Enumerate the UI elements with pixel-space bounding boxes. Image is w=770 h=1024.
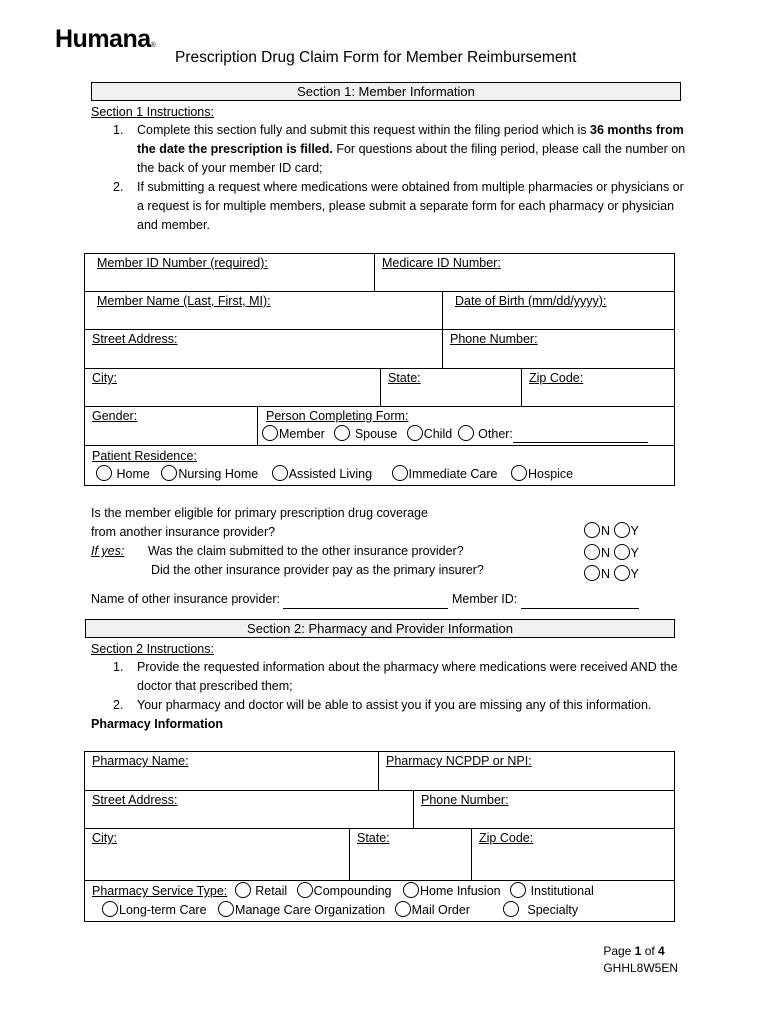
pharmacy-zip-field[interactable]: Zip Code: (472, 829, 674, 881)
section2-header: Section 2: Pharmacy and Provider Information (85, 619, 675, 638)
coverage-q3-options: N Y (584, 565, 639, 584)
page-number: Page 1 of 4 (603, 944, 665, 958)
member-info-grid (84, 253, 675, 486)
section2-instruction-2: 2. Your pharmacy and doctor will be able to assist you if you are missing any of this information. (113, 698, 652, 712)
pharmacy-street-field[interactable]: Street Address: (85, 791, 414, 829)
q3-yes-radio[interactable] (614, 565, 630, 581)
q1-no-radio[interactable] (584, 522, 600, 538)
section1-instruction-1: 1. Complete this section fully and submit this request within the filing period which is 36 months from the date the prescription is filled. For questions about the filing period, please call the number on the back of your member ID card; (113, 123, 686, 175)
pharmacy-info-grid (84, 751, 675, 922)
form-title: Prescription Drug Claim Form for Member Reimbursement (175, 49, 577, 66)
dob-field[interactable]: Date of Birth (mm/dd/yyyy): (443, 292, 674, 330)
patient-residence-field: Patient Residence: Home Nursing Home Assisted Living Immediate Care Hospice (92, 449, 574, 481)
gender-field[interactable]: Gender: (85, 407, 258, 446)
residence-immediate-care-radio[interactable] (392, 465, 408, 481)
other-provider-member-id-line[interactable] (521, 608, 639, 609)
coverage-question-1: Is the member eligible for primary prescription drug coverage from another insurance provider? (91, 506, 428, 539)
person-child-radio[interactable] (407, 425, 423, 441)
humana-logo: Humana® (55, 25, 156, 53)
q3-no-radio[interactable] (584, 565, 600, 581)
residence-assisted-living-radio[interactable] (272, 465, 288, 481)
pharmacy-state-field[interactable]: State: (350, 829, 472, 881)
state-field[interactable]: State: (381, 369, 522, 407)
q1-yes-radio[interactable] (614, 522, 630, 538)
person-other-radio[interactable] (458, 425, 474, 441)
section1-header: Section 1: Member Information (91, 82, 681, 101)
service-retail-radio[interactable] (235, 882, 251, 898)
section1-instructions (91, 103, 691, 235)
pharmacy-city-field[interactable]: City: (85, 829, 350, 881)
service-specialty-radio[interactable] (503, 901, 519, 917)
if-yes-label: If yes: (91, 544, 125, 558)
coverage-question-3: Did the other insurance provider pay as the primary insurer? (151, 563, 484, 577)
section2-instructions (91, 640, 691, 733)
other-provider-row: Name of other insurance provider: Member ID: (91, 590, 681, 609)
service-institutional-radio[interactable] (510, 882, 526, 898)
q2-yes-radio[interactable] (614, 544, 630, 560)
residence-nursing-home-radio[interactable] (161, 465, 177, 481)
person-spouse-radio[interactable] (334, 425, 350, 441)
pharmacy-ncpdp-field[interactable]: Pharmacy NCPDP or NPI: (379, 752, 674, 791)
service-home-infusion-radio[interactable] (403, 882, 419, 898)
person-member-radio[interactable] (262, 425, 278, 441)
zip-code-field[interactable]: Zip Code: (522, 369, 674, 407)
pharmacy-service-type-field: Pharmacy Service Type: Retail Compounding Home Infusion Institutional Long-term Care Manage Care Organization Mail Order Specialty (92, 884, 594, 917)
service-mail-order-radio[interactable] (395, 901, 411, 917)
pharmacy-name-field[interactable]: Pharmacy Name: (85, 752, 379, 791)
other-provider-name-line[interactable] (283, 608, 448, 609)
service-managed-care-radio[interactable] (218, 901, 234, 917)
service-long-term-care-radio[interactable] (102, 901, 118, 917)
coverage-q1-options: N Y (584, 522, 639, 541)
phone-number-field[interactable]: Phone Number: (443, 330, 674, 369)
member-name-field[interactable]: Member Name (Last, First, MI): (85, 292, 443, 330)
coverage-q2-options: N Y (584, 544, 639, 563)
street-address-field[interactable]: Street Address: (85, 330, 443, 369)
q2-no-radio[interactable] (584, 544, 600, 560)
residence-hospice-radio[interactable] (511, 465, 527, 481)
city-field[interactable]: City: (85, 369, 381, 407)
form-code: GHHL8W5EN (603, 961, 678, 975)
residence-home-radio[interactable] (96, 465, 112, 481)
person-completing-field: Person Completing Form: Member Spouse Child Other: (258, 407, 674, 446)
section2-instruction-1: 1. Provide the requested information about the pharmacy where medications were received AND the doctor that prescribed them; (113, 660, 678, 693)
coverage-question-2: Was the claim submitted to the other insurance provider? (148, 544, 464, 558)
person-other-line[interactable] (513, 442, 648, 443)
member-id-field[interactable]: Member ID Number (required): (85, 254, 375, 292)
pharmacy-phone-field[interactable]: Phone Number: (414, 791, 674, 829)
medicare-id-field[interactable]: Medicare ID Number: (375, 254, 674, 292)
pharmacy-information-heading: Pharmacy Information (91, 717, 223, 731)
page-footer (603, 943, 678, 977)
section2-instructions-heading: Section 2 Instructions: (91, 642, 214, 656)
section1-instruction-2: 2. If submitting a request where medications were obtained from multiple pharmacies or physicians or a request is for multiple members, please submit a separate form for each pharmacy or physician and member. (113, 180, 684, 232)
section1-instructions-heading: Section 1 Instructions: (91, 105, 214, 119)
service-compounding-radio[interactable] (297, 882, 313, 898)
